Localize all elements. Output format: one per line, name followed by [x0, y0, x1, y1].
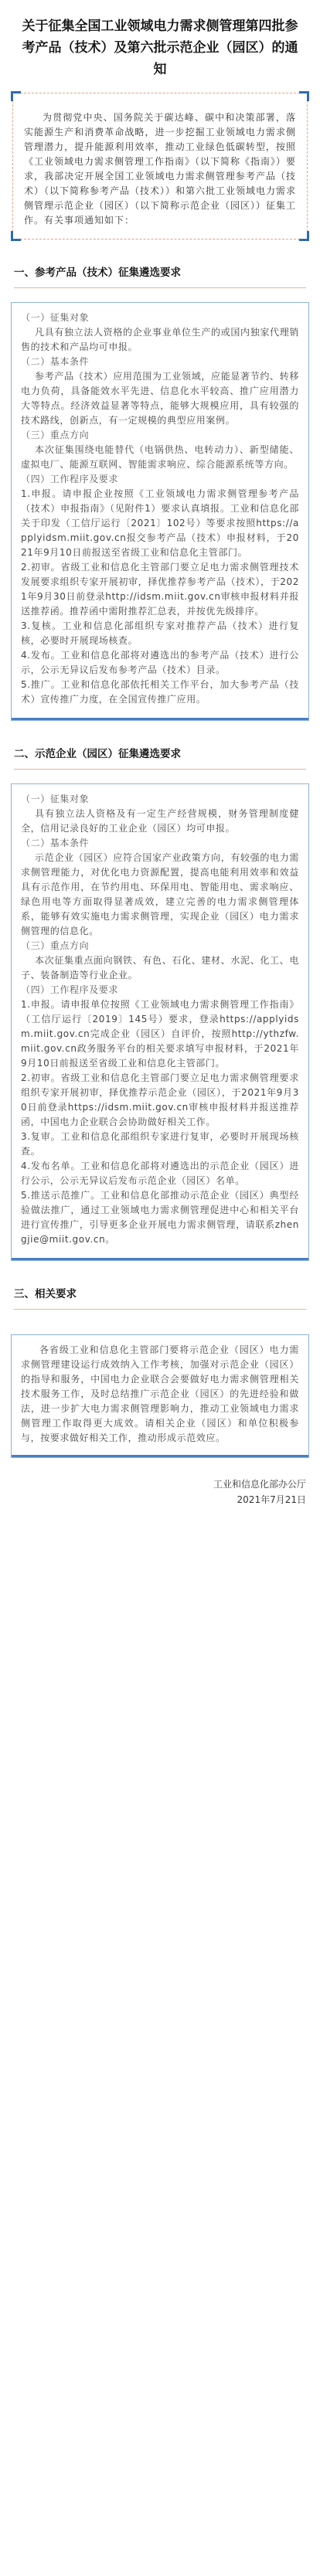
paragraph: 凡具有独立法人资格的企业事业单位生产的或国内独家代理销售的技术和产品均可申报。	[21, 327, 299, 352]
paragraph: 1.申报。请申报企业按照《工业领域电力需求侧管理参考产品（技术）申报指南》（见附件1）要求认真填报。工业和信息化部关于印发（工信厅运行〔2021〕102号）等要求按照https://applyidsm.miit.gov.cn报交参考产品（技术）申报材料，于2021年9月10日前报送至省级工业和信息化主管部门。	[21, 488, 299, 558]
section-heading	[0, 746, 320, 770]
signature-org: 工业和信息化部办公厅	[213, 1479, 306, 1490]
paragraph: 4.发布。工业和信息化部将对遴选出的参考产品（技术）进行公示，公示无异议后发布参考产品（技术）目录。	[21, 650, 299, 675]
card-bottom-bar	[12, 1455, 308, 1457]
requirements-text: 各省级工业和信息化主管部门要将示范企业（园区）电力需求侧管理建设运行成效纳入工作考核，加强对示范企业（园区）的指导和服务，中国电力企业联合会要做好电力需求侧管理相关技术服务工作，及时总结推广示范企业（园区）的先进经验和做法，进一步扩大电力需求侧管理影响力，推动工业领域电力需求侧管理工作取得更大成效。请相关企业（园区）和单位积极参与，按要求做好相关工作，推动形成示范效应。	[21, 1344, 299, 1443]
section-divider	[14, 1309, 306, 1310]
article-page	[0, 15, 320, 1507]
section-card	[11, 783, 309, 1261]
section-heading-text: 二、示范企业（园区）征集遴选要求	[14, 748, 181, 760]
subheading: （一）征集对象	[21, 312, 90, 323]
paragraph: 5.推送示范推广。工业和信息化部推动示范企业（园区）典型经验做法推广，通过工业领域电力需求侧管理促进中心和相关平台进行宣传推广，引导更多企业开展电力需求侧管理，请联系zhengjie@miit.gov.cn。	[21, 1190, 299, 1245]
section-card-body	[12, 303, 308, 718]
paragraph: 本次征集重点面向钢铁、有色、石化、建材、水泥、化工、电子、装备制造等行业企业。	[21, 955, 299, 980]
section-card	[11, 302, 309, 721]
subheading: （二）基本条件	[21, 838, 90, 848]
subheading: （四）工作程序及要求	[21, 474, 119, 484]
section-heading-text: 一、参考产品（技术）征集遴选要求	[14, 267, 181, 279]
signature	[0, 1477, 306, 1507]
paragraph: 5.推广。工业和信息化部依托相关工作平台，加大参考产品（技术）宣传推广力度，在全国宣传推广应用。	[21, 679, 299, 705]
paragraph: 2.初审。省级工业和信息化主管部门要立足电力需求侧管理技术发展要求组织专家开展初审，择优推荐参考产品（技术），于2021年9月30日前登录http://idsm.miit.gov.cn审核申报材料并报送推荐函。推荐函中需附推荐汇总表，并按优先级排序。	[21, 562, 299, 617]
requirements-heading-text: 三、相关要求	[14, 1288, 77, 1300]
paragraph: 4.发布名单。工业和信息化部将对遴选出的示范企业（园区）进行公示，公示无异议后发布示范企业（园区）名单。	[21, 1161, 299, 1186]
requirements-section-heading	[0, 1286, 320, 1310]
section-card-body	[12, 784, 308, 1258]
corner-decoration	[299, 91, 309, 101]
paragraph: 2.初审。省级工业和信息化主管部门要立足电力需求侧管理要求组织专家开展初审，择优推荐示范企业（园区），于2021年9月30日前登录https://idsm.miit.gov.cn审核申报材料并报送推荐函，中国电力企业联合会协助做好相关工作。	[21, 1072, 299, 1127]
corner-decoration	[11, 91, 21, 101]
section-heading	[0, 264, 320, 288]
paragraph: 参考产品（技术）应用范围为工业领域，应能显著节约、转移电力负荷，具备能效水平先进、信息化水平较高、推广应用潜力大等特点。经济效益显著等特点，能够大规模应用，具有较强的技术路线，创新点，有一定规模的典型应用案例。	[21, 371, 299, 426]
paragraph: 3.复核。工业和信息化部组织专家对推荐产品（技术）进行复核，必要时开展现场核查。	[21, 620, 299, 646]
article-title: 关于征集全国工业领域电力需求侧管理第四批参考产品（技术）及第六批示范企业（园区）的通知	[22, 19, 298, 77]
corner-decoration	[299, 231, 309, 241]
subheading: （三）重点方向	[21, 940, 90, 951]
paragraph: 具有独立法人资格及有一定生产经营规模，财务管理制度健全，信用记录良好的工业企业（园区）均可申报。	[21, 808, 299, 834]
paragraph: 示范企业（园区）应符合国家产业政策方向，有较强的电力需求侧管理能力，对优化电力资源配置，提高电能利用效率和效益具有示范作用，在节约用电、环保用电、智能用电、需求响应、绿色用电等方面取得显著成效，建立完善的电力需求侧管理体系，能够有效实施电力需求侧管理，实现企业（园区）电力需求侧管理的信息化。	[21, 852, 299, 936]
corner-decoration	[11, 231, 21, 241]
paragraph: 3.复审。工业和信息化部组织专家进行复审，必要时开展现场核查。	[21, 1131, 299, 1157]
intro-text: 为贯彻党中央、国务院关于碳达峰、碳中和决策部署，落实能源生产和消费革命战略，进一步挖掘工业领域电力需求侧管理潜力，提升能源利用效率，推动工业绿色低碳转型，按照《工业领域电力需求侧管理工作指南》（以下简称《指南》）要求，我部决定开展全国工业领域电力需求侧管理参考产品（技术）（以下简称参考产品（技术））和第六批工业领域电力需求侧管理示范企业（园区）（以下简称示范企业（园区））征集工作。有关事项通知如下：	[24, 112, 297, 226]
section-divider	[14, 769, 306, 770]
paragraph: 本次征集围绕电能替代（电锅供热、电转动力）、新型储能、虚拟电厂、能源互联网、智能需求响应、综合能源系统等方向。	[21, 444, 299, 470]
signature-date: 2021年7月21日	[237, 1494, 306, 1505]
card-bottom-bar	[12, 718, 308, 720]
paragraph: 1.申报。请申报单位按照《工业领域电力需求侧管理工作指南》（工信厅运行〔2019〕145号）要求，登录https://applyidsm.miit.gov.cn完成企业（园区）自评价，按照http://ythzfw.miit.gov.cn政务服务平台的相关要求填写申报材料，于2021年9月10日前报送至省级工业和信息化主管部门。	[21, 999, 299, 1069]
card-bottom-bar	[12, 1258, 308, 1260]
requirements-card	[11, 1334, 309, 1458]
subheading: （三）重点方向	[21, 430, 90, 440]
subheading: （二）基本条件	[21, 356, 90, 367]
intro-box	[12, 93, 308, 240]
subheading: （四）工作程序及要求	[21, 984, 119, 995]
subheading: （一）征集对象	[21, 794, 90, 804]
sections	[0, 264, 320, 1261]
section-divider	[14, 287, 306, 288]
